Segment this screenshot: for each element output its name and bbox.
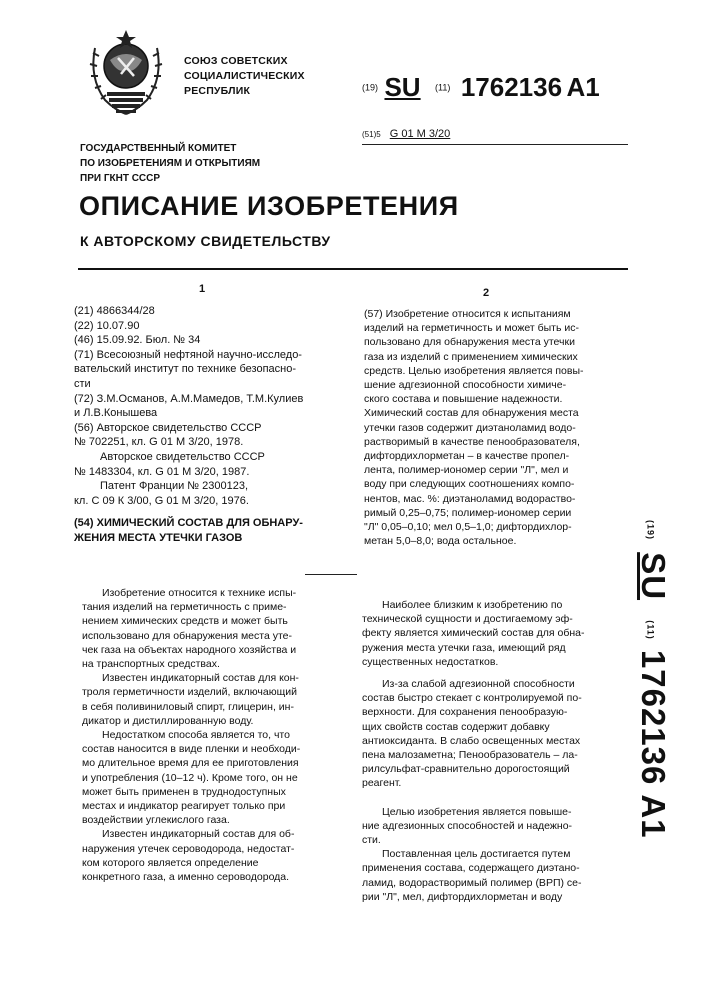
body-line: рии "Л", мел, дифтордихлорметан и воду	[362, 890, 563, 903]
body-line: тания изделий на герметичность с приме-	[82, 601, 287, 614]
bib-line: (21) 4866344/28	[74, 305, 155, 317]
patent-number: 1762136	[460, 72, 563, 102]
document-subtitle: К АВТОРСКОМУ СВИДЕТЕЛЬСТВУ	[80, 233, 331, 249]
bib-line: № 702251, кл. G 01 M 3/20, 1978.	[74, 436, 244, 449]
document-kind: A1	[635, 794, 672, 839]
body-line: состав быстро стекает с контролируемой по-	[362, 692, 582, 705]
title-line: (54) ХИМИЧЕСКИЙ СОСТАВ ДЛЯ ОБНАРУ-	[74, 517, 303, 530]
abstract	[364, 307, 634, 548]
title-line: ЖЕНИЯ МЕСТА УТЕЧКИ ГАЗОВ	[74, 531, 243, 544]
abstract-line: (57) Изобретение относится к испытаниям	[364, 308, 571, 320]
abstract-line: воду при следующих соотношениях компо-	[364, 478, 575, 491]
body-line: ком которого является определение	[82, 856, 259, 869]
body-line: может быть применен в труднодоступных	[82, 785, 286, 798]
ussr-state-emblem-icon	[85, 18, 167, 122]
bib-line: (71) Всесоюзный нефтяной научно-исследо-	[74, 348, 302, 361]
body-line: Недостатком способа является то, что	[102, 729, 290, 742]
body-line: существенных недостатков.	[362, 655, 499, 668]
abstract-line: дифтордихлорметан – в качестве пропел-	[364, 450, 570, 463]
abstract-line: газа из изделий с применением химических	[364, 350, 578, 363]
abstract-line: утечки газов содержит диэтаноламид водо-	[364, 421, 576, 434]
abstract-line: "Л" 0,05–0,10; мел 0,5–1,0; дифтордихлор-	[364, 521, 572, 534]
bib-line: Патент Франции № 2300123,	[100, 480, 249, 493]
abstract-line: метан 5,0–8,0; вода остальное.	[364, 535, 517, 548]
body-line: дикатор и дистиллированную воду.	[82, 714, 254, 727]
issuing-committee	[80, 141, 260, 186]
divider	[305, 574, 357, 575]
body-line: воздействии углекислого газа.	[82, 814, 230, 827]
body-line: технической сущности и достигаемому эф-	[362, 613, 573, 626]
bib-line: (22) 10.07.90	[74, 319, 140, 332]
body-line: антиоксиданта. В слабо освещенных местах	[362, 734, 581, 747]
bib-line: Авторское свидетельство СССР	[100, 450, 265, 463]
body-line: фекту является химический состав для обна-	[362, 627, 585, 640]
body-line: верхности. Для сохранения пенообразую-	[362, 706, 568, 719]
inid-51: (51)5	[362, 130, 381, 139]
committee-line: ГОСУДАРСТВЕННЫЙ КОМИТЕТ	[80, 143, 237, 154]
bib-line: вательский институт по технике безопасно-	[74, 363, 296, 376]
ipc-classification	[362, 128, 450, 140]
country-line: РЕСПУБЛИК	[184, 85, 251, 97]
document-kind: A1	[566, 72, 600, 102]
divider	[78, 268, 628, 270]
body-line: рилсульфат-сравнительно дорогостоящий	[362, 763, 570, 776]
column-number-2: 2	[483, 287, 490, 299]
body-line: Изобретение относится к технике испы-	[102, 587, 297, 599]
country-name	[184, 54, 305, 99]
bib-line: № 1483304, кл. G 01 M 3/20, 1987.	[74, 465, 250, 478]
country-code: SU	[384, 72, 421, 102]
body-line: чек газа на объектах народного хозяйства и	[82, 643, 297, 656]
body-line: щих свойств состав содержит добавку	[362, 720, 550, 733]
body-line: ние адгезионных способностей и надежно-	[362, 819, 573, 832]
bib-line: и Л.В.Конышева	[74, 407, 158, 420]
bib-line: (56) Авторское свидетельство СССР	[74, 421, 262, 434]
committee-line: ПРИ ГКНТ СССР	[80, 173, 161, 184]
committee-line: ПО ИЗОБРЕТЕНИЯМ И ОТКРЫТИЯМ	[80, 158, 261, 169]
inid-19: (19)	[645, 520, 656, 541]
body-line: Поставленная цель достигается путем	[382, 848, 571, 861]
country-line: СОЮЗ СОВЕТСКИХ	[184, 55, 288, 67]
body-line: мо длительное время для ее приготовления	[82, 757, 299, 770]
body-line: Из-за слабой адгезионной способности	[382, 678, 575, 691]
body-line: применения состава, содержащего диэтано-	[362, 862, 580, 875]
body-line: наружения утечек сероводорода, недостат-	[82, 842, 295, 855]
abstract-line: Химический состав для обнаружения места	[364, 407, 579, 420]
abstract-line: растворимый в качестве пенообразователя,	[364, 435, 580, 448]
body-column-left	[82, 586, 330, 884]
patent-number: 1762136	[635, 649, 672, 786]
abstract-line: средств. Целью изобретения является повы-	[364, 364, 584, 377]
body-line: в себя поливиниловый спирт, глицерин, ин-	[82, 700, 294, 713]
country-line: СОЦИАЛИСТИЧЕСКИХ	[184, 70, 305, 82]
body-line: Целью изобретения является повыше-	[382, 805, 572, 818]
body-line: Наиболее близким к изобретению по	[382, 599, 563, 611]
body-line: на транспортных средствах.	[82, 658, 220, 671]
ipc-code: G 01 M 3/20	[389, 128, 451, 140]
body-line: ламид, водорастворимый полимер (ВРП) се-	[362, 876, 582, 889]
publication-number	[362, 72, 600, 103]
bib-line: сти	[74, 377, 91, 390]
body-line: Известен индикаторный состав для кон-	[102, 672, 299, 685]
body-line: троля герметичности изделий, включающий	[82, 686, 297, 699]
column-number-1: 1	[199, 283, 206, 295]
abstract-line: пользовано для обнаружения места утечки	[364, 336, 575, 349]
bib-line: (46) 15.09.92. Бюл. № 34	[74, 334, 201, 347]
body-line: и употребления (10–12 ч). Кроме того, он не	[82, 771, 298, 784]
inid-11: (11)	[435, 82, 451, 93]
inid-19: (19)	[362, 82, 379, 93]
divider	[362, 144, 628, 145]
body-line: реагент.	[362, 777, 402, 790]
abstract-line: ского состава и повышение надежности.	[364, 393, 563, 406]
abstract-line: лента, полимер-иономер серии "Л", мел и	[364, 464, 569, 477]
body-line: конкретного газа, а именно сероводорода.	[82, 871, 290, 884]
body-line: пена малозаметна; Пенообразователь – ла-	[362, 749, 578, 762]
abstract-line: римый 0,25–0,75; полимер-иономер серии	[364, 506, 572, 519]
bib-line: кл. С 09 К 3/00, G 01 M 3/20, 1976.	[74, 494, 249, 507]
bib-line: (72) З.М.Османов, А.М.Мамедов, Т.М.Кулиев	[74, 392, 304, 405]
country-code: SU	[635, 552, 672, 601]
body-line: состав наносится в виде пленки и необходи-	[82, 743, 301, 756]
body-line: Известен индикаторный состав для об-	[102, 828, 295, 841]
bibliographic-data	[74, 304, 336, 546]
body-line: ружения места утечки газа, имеющий ряд	[362, 641, 566, 654]
abstract-line: шение адгезионной способности химиче-	[364, 379, 567, 392]
body-line: местах и индикатор реагирует только при	[82, 800, 286, 813]
body-line: использовано для обнаружения места уте-	[82, 629, 292, 642]
abstract-line: изделий на герметичность и может быть ис-	[364, 322, 579, 335]
invention-title	[74, 516, 336, 545]
inid-11: (11)	[645, 620, 656, 640]
abstract-line: нентов, мас. %: диэтаноламид водораство-	[364, 492, 576, 505]
body-line: сти.	[362, 834, 381, 847]
document-title: ОПИСАНИЕ ИЗОБРЕТЕНИЯ	[79, 191, 459, 221]
body-column-right	[362, 598, 630, 904]
body-line: нением химических средств и может быть	[82, 615, 288, 628]
